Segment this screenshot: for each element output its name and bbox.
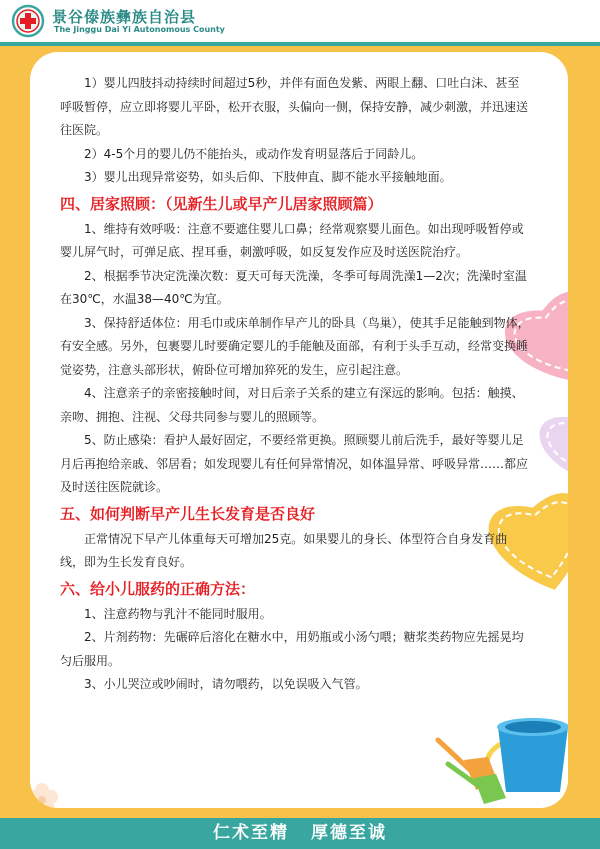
heart-purple-icon xyxy=(534,398,568,496)
intro-paragraph: 2）4-5个月的婴儿仍不能抬头，或动作发育明显落后于同龄儿。 xyxy=(84,146,424,161)
section-heading: 六、给小儿服药的正确方法： xyxy=(60,579,256,598)
header-title: 景谷傣族彝族自治县 xyxy=(52,8,197,26)
section-paragraph: 3、小儿哭泣或吵闹时，请勿喂药，以免误吸入气管。 xyxy=(84,677,368,691)
header-bar xyxy=(0,0,600,42)
header-subtitle: The Jinggu Dai Yi Autonomous County xyxy=(54,25,225,34)
content-card xyxy=(30,52,568,808)
footer-slogan-right: 厚德至诚 xyxy=(311,823,387,843)
section-paragraph: 5、防止感染：看护人最好固定，不要经常更换。照顾婴儿前后洗手，最好等婴儿足月后再抱给亲戚、邻居看；如发现婴儿有任何异常情况，如体温异常、呼吸异常……都应及时送往医院就诊。 xyxy=(60,433,529,494)
hospital-cross-logo xyxy=(10,4,46,38)
section-heading: 四、居家照顾：（见新生儿或早产儿居家照顾篇） xyxy=(60,194,383,213)
sand-bucket-icon xyxy=(487,718,568,792)
section-paragraph: 2、片剂药物：先碾碎后溶化在糖水中，用奶瓶或小汤勺喂；糖浆类药物应先摇晃均匀后服用。 xyxy=(60,630,524,668)
section-heading: 五、如何判断早产儿生长发育是否良好 xyxy=(60,504,316,523)
section-paragraph: 正常情况下早产儿体重每天可增加25克。如果婴儿的身长、体型符合自身发育曲线，即为生长发育良好。 xyxy=(60,531,508,569)
section-paragraph: 1、维持有效呼吸：注意不要遮住婴儿口鼻；经常观察婴儿面色。如出现呼吸暂停或婴儿屏气时，可弹足底、捏耳垂，刺激呼吸，如反复发作应及时送医院治疗。 xyxy=(60,221,524,259)
section-paragraph: 3、保持舒适体位：用毛巾或床单制作早产儿的卧具（鸟巢），使其手足能触到物体，有安全感。另外，包裹婴儿时要确定婴儿的手能触及面部，有利于头手互动，经常变换睡觉姿势，注意头部形状，俯卧位可增加猝死的发生，应引起注意。 xyxy=(60,315,530,377)
section-paragraph: 1、注意药物与乳汁不能同时服用。 xyxy=(84,606,272,621)
footer-slogan-bar xyxy=(0,818,600,849)
section-paragraph: 4、注意亲子的亲密接触时间，对日后亲子关系的建立有深远的影响。包括：触摸、亲吻、拥抱、注视、父母共同参与婴儿的照顾等。 xyxy=(60,386,524,424)
flower-icon xyxy=(30,783,58,808)
header-divider xyxy=(0,42,600,46)
intro-paragraph: 1）婴儿四肢抖动持续时间超过5秒，并伴有面色发紫、两眼上翻、口吐白沫、甚至呼吸暂停，应立即将婴儿平卧，松开衣服，头偏向一侧，保持安静，减少刺激，并迅速送往医院。 xyxy=(60,76,529,137)
section-paragraph: 2、根据季节决定洗澡次数：夏天可每天洗澡，冬季可每周洗澡1—2次；洗澡时室温在30℃，水温38—40℃为宜。 xyxy=(60,268,527,306)
article-body xyxy=(60,72,530,697)
intro-paragraph: 3）婴儿出现异常姿势，如头后仰、下肢伸直、脚不能水平接触地面。 xyxy=(84,170,452,184)
footer-slogan-left: 仁术至精 xyxy=(213,823,289,843)
